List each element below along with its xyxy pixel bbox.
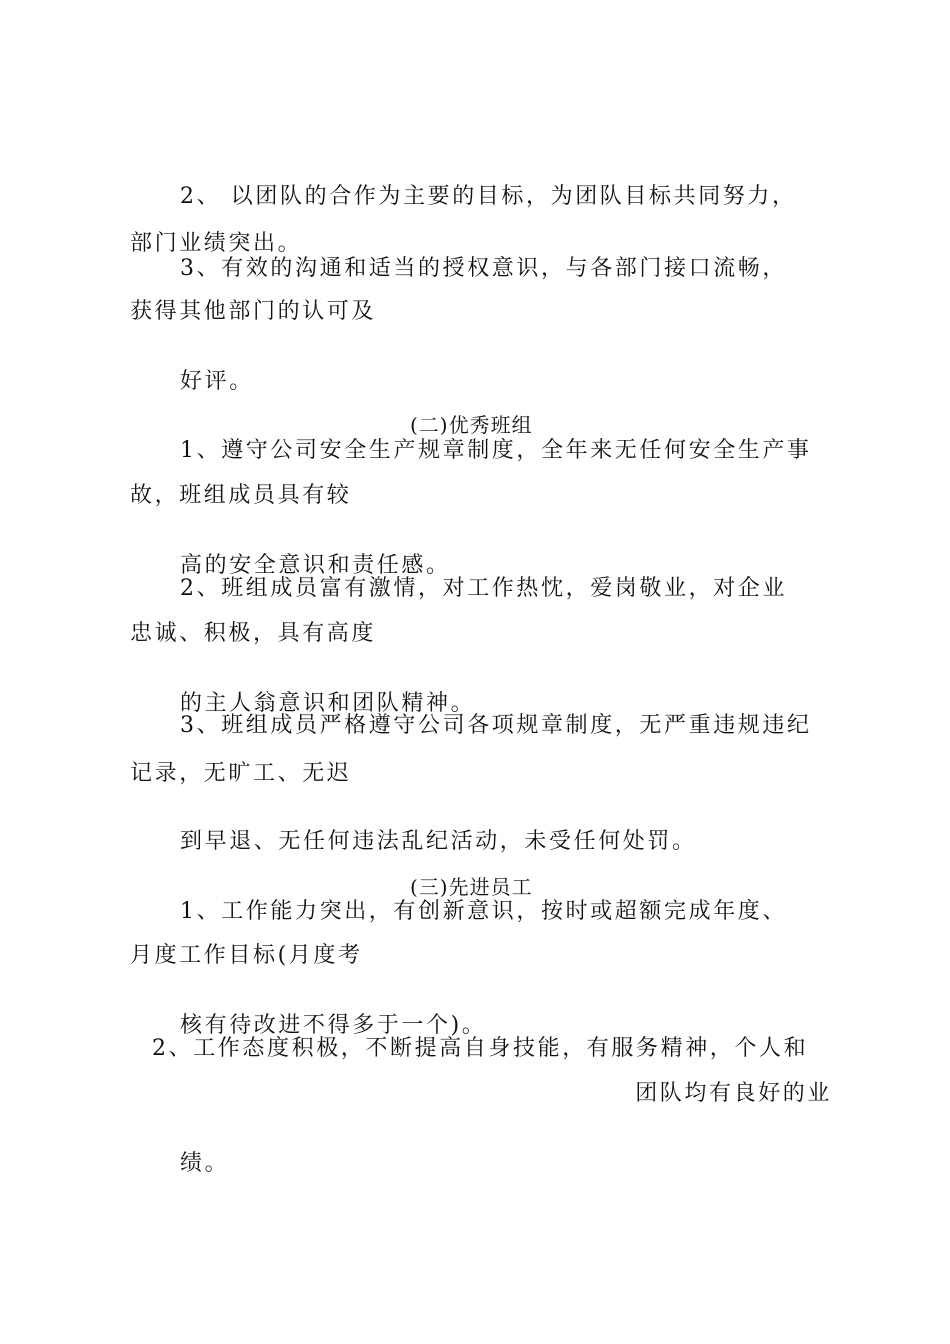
paragraph-line: 1、遵守公司安全生产规章制度，全年来无任何安全生产事 [180,438,812,463]
paragraph-line: 2、工作态度积极，不断提高自身技能，有服务精神，个人和 [152,1036,809,1061]
paragraph-line: 团队均有良好的业 [635,1081,832,1106]
paragraph-line: 高的安全意识和责任感。 [180,553,451,578]
paragraph-line: 的主人翁意识和团队精神。 [180,691,476,716]
paragraph-line: 1、工作能力突出，有创新意识，按时或超额完成年度、 [180,899,787,924]
paragraph-line: 故，班组成员具有较 [130,483,352,508]
paragraph-line: 好评。 [180,369,254,394]
paragraph-line: 3、班组成员严格遵守公司各项规章制度，无严重违规违纪 [180,713,812,738]
paragraph-line: 2、班组成员富有激情，对工作热忱，爱岗敬业，对企业 [180,576,787,601]
section-heading: (三)先进员工 [410,875,533,899]
paragraph-line: 绩。 [180,1151,230,1176]
section-heading: (二)优秀班组 [410,413,533,437]
paragraph-line: 到早退、无任何违法乱纪活动，未受任何处罚。 [180,829,697,854]
paragraph-line: 获得其他部门的认可及 [130,299,377,324]
paragraph-line: 2、 以团队的合作为主要的目标，为团队目标共同努力， [180,184,797,209]
paragraph-line: 部门业绩突出。 [130,231,303,256]
paragraph-line: 忠诚、积极，具有高度 [130,621,377,646]
paragraph-line: 核有待改进不得多于一个)。 [180,1013,487,1038]
paragraph-line: 3、有效的沟通和适当的授权意识，与各部门接口流畅， [180,256,787,281]
paragraph-line: 记录，无旷工、无迟 [130,761,352,786]
paragraph-line: 月度工作目标(月度考 [130,943,363,968]
